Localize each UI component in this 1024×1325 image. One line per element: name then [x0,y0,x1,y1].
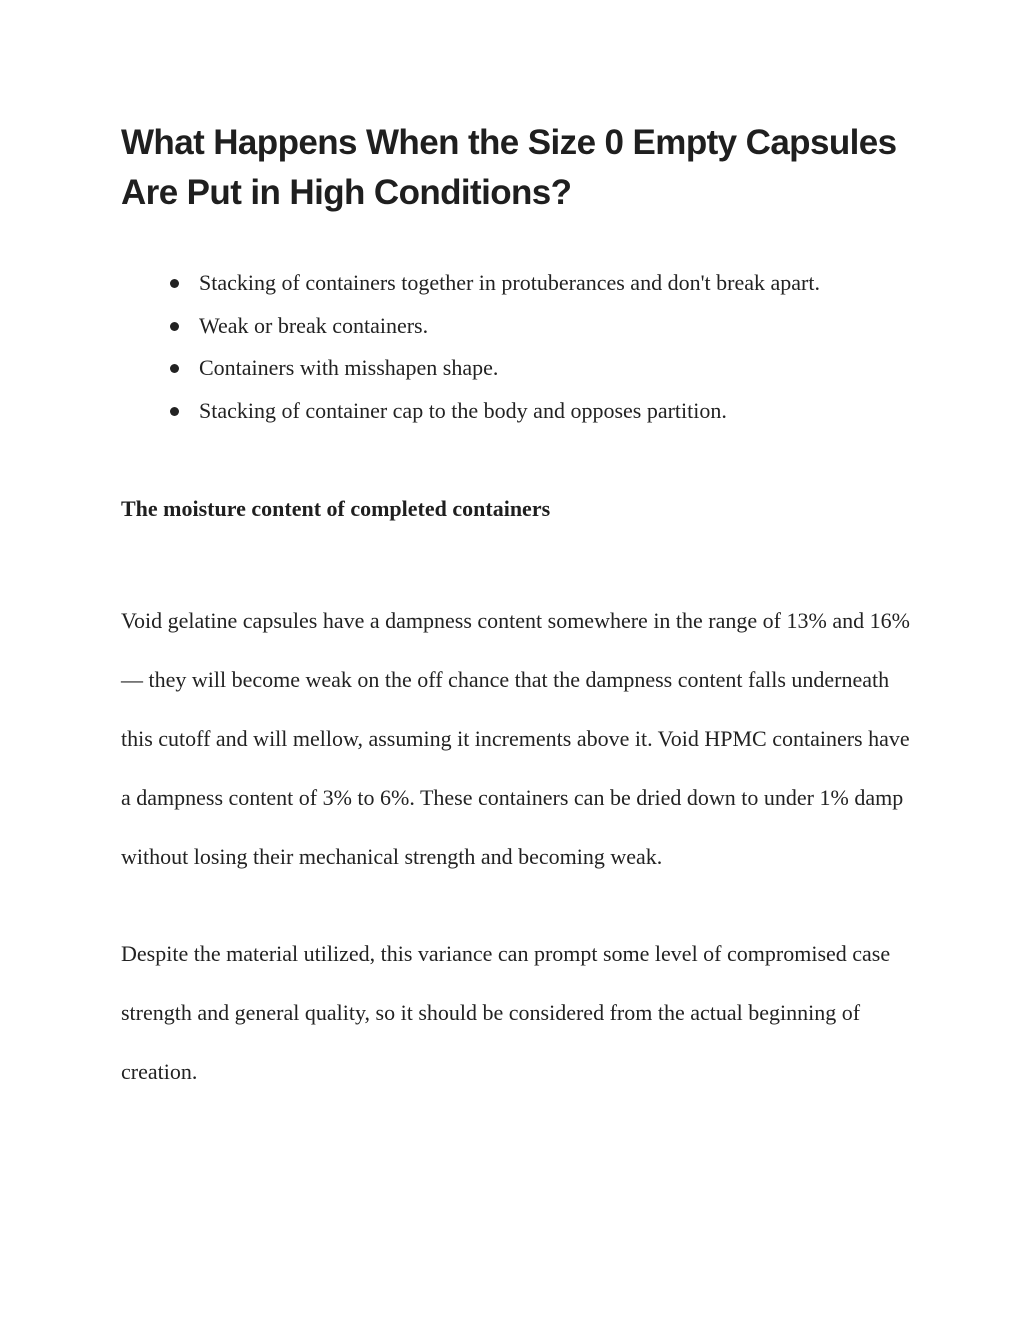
bullet-dot-icon [170,279,179,288]
bullet-dot-icon [170,364,179,373]
paragraph-moisture: Void gelatine capsules have a dampness content somewhere in the range of 13% and 16% — they will become weak on the off chance that the dampness content falls underneath this cutoff and will mellow, assuming it increments above it. Void HPMC containers have a dampness content of 3% to 6%. These containers can be dried down to under 1% damp without losing their mechanical strength and becoming weak. [121,608,910,869]
list-item-text: Containers with misshapen shape. [199,355,499,380]
paragraph-variance: Despite the material utilized, this variance can prompt some level of compromised case strength and general quality, so it should be considered from the actual beginning of creation. [121,941,891,1084]
list-item [169,347,911,390]
list-item-text: Stacking of containers together in protuberances and don't break apart. [199,270,820,295]
bullet-dot-icon [170,407,179,416]
list-item [169,305,911,348]
bullet-list [121,262,911,432]
list-item [169,390,911,433]
list-item-text: Stacking of container cap to the body and opposes partition. [199,397,727,423]
page-title: What Happens When the Size 0 Empty Capsules Are Put in High Conditions? [121,123,897,212]
bullet-dot-icon [170,322,179,331]
list-item [169,262,911,305]
document-page [121,118,911,1101]
list-item-text: Weak or break containers. [199,312,429,338]
section-heading: The moisture content of completed containers [121,496,551,521]
